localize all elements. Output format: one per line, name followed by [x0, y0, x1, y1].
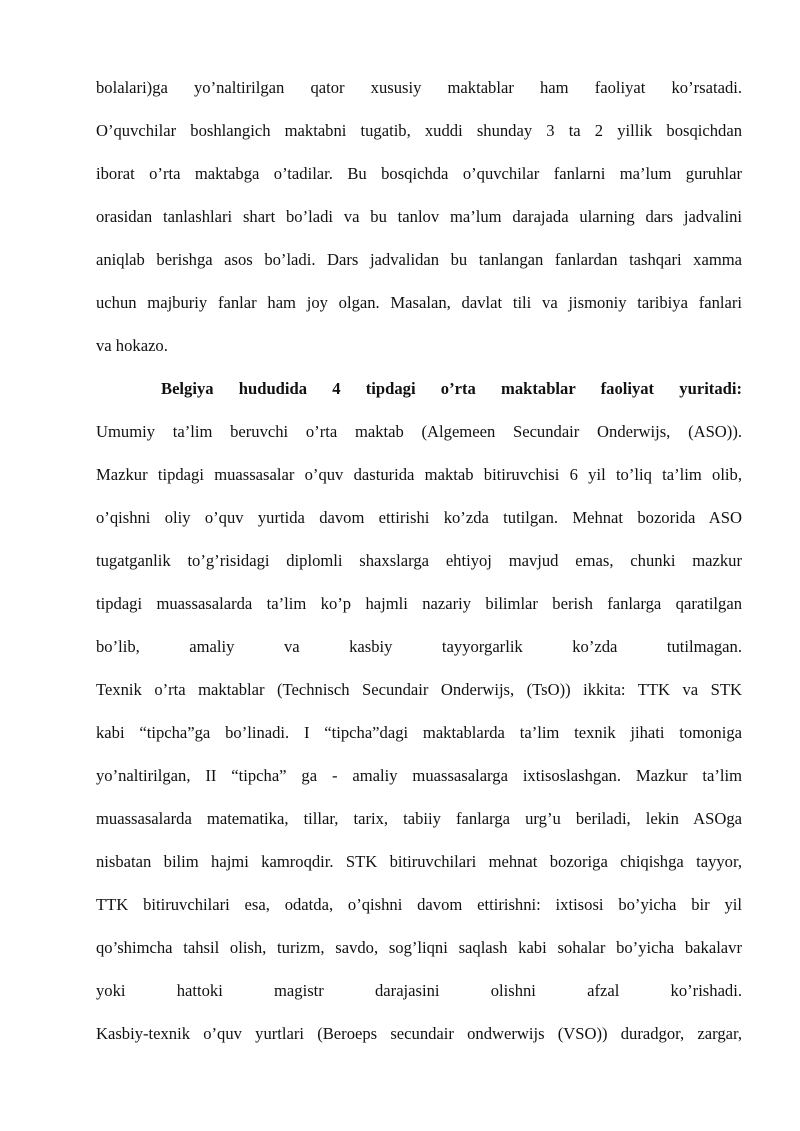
text-line-1: bolalari)ga yo’naltirilgan qator xususiy maktablar ham faoliyat ko’rsatadi. — [96, 78, 742, 97]
text-line-19: nisbatan bilim hajmi kamroqdir. STK bitiruvchilari mehnat bozoriga chiqishga tayyor, — [96, 852, 742, 871]
text-line-23: Kasbiy-texnik o’quv yurtlari (Beroeps secundair ondwerwijs (VSO)) duradgor, zargar, — [96, 1024, 742, 1043]
text-line-11: o’qishni oliy o’quv yurtida davom ettirishi ko’zda tutilgan. Mehnat bozorida ASO — [96, 508, 742, 527]
text-line-2: O’quvchilar boshlangich maktabni tugatib, xuddi shunday 3 ta 2 yillik bosqichdan — [96, 121, 742, 140]
text-line-20: TTK bitiruvchilari esa, odatda, o’qishni davom ettirishni: ixtisosi bo’yicha bir yil — [96, 895, 742, 914]
text-line-6: uchun majburiy fanlar ham joy olgan. Masalan, davlat tili va jismoniy taribiya fanlari — [96, 293, 742, 312]
text-line-10: Mazkur tipdagi muassasalar o’quv dasturida maktab bitiruvchisi 6 yil to’liq ta’lim olib, — [96, 465, 742, 484]
text-line-7: va hokazo. — [96, 336, 168, 355]
text-line-22: yoki hattoki magistr darajasini olishni afzal ko’rishadi. — [96, 981, 742, 1000]
text-line-12: tugatganlik to’g’risidagi diplomli shaxslarga ehtiyoj mavjud emas, chunki mazkur — [96, 551, 742, 570]
text-line-15: Texnik o’rta maktablar (Technisch Secundair Onderwijs, (TsO)) ikkita: TTK va STK — [96, 680, 742, 699]
text-line-21: qo’shimcha tahsil olish, turizm, savdo, sog’liqni saqlash kabi sohalar bo’yicha bakalavr — [96, 938, 742, 957]
text-line-3: iborat o’rta maktabga o’tadilar. Bu bosqichda o’quvchilar fanlarni ma’lum guruhlar — [96, 164, 742, 183]
text-line-13: tipdagi muassasalarda ta’lim ko’p hajmli nazariy bilimlar berish fanlarga qaratilgan — [96, 594, 742, 613]
document-page — [96, 66, 742, 1055]
text-line-14: bo’lib, amaliy va kasbiy tayyorgarlik ko’zda tutilmagan. — [96, 637, 742, 656]
text-line-4: orasidan tanlashlari shart bo’ladi va bu tanlov ma’lum darajada ularning dars jadvalini — [96, 207, 742, 226]
text-line-5: aniqlab berishga asos bo’ladi. Dars jadvalidan bu tanlangan fanlardan tashqari xamma — [96, 250, 742, 269]
text-line-17: yo’naltirilgan, II “tipcha” ga - amaliy muassasalarga ixtisoslashgan. Mazkur ta’lim — [96, 766, 742, 785]
text-line-9: Umumiy ta’lim beruvchi o’rta maktab (Algemeen Secundair Onderwijs, (ASO)). — [96, 422, 742, 441]
section-heading: Belgiya hududida 4 tipdagi o’rta maktablar faoliyat yuritadi: — [161, 379, 742, 398]
text-line-16: kabi “tipcha”ga bo’linadi. I “tipcha”dagi maktablarda ta’lim texnik jihati tomoniga — [96, 723, 742, 742]
text-line-18: muassasalarda matematika, tillar, tarix, tabiiy fanlarga urg’u beriladi, lekin ASOga — [96, 809, 742, 828]
